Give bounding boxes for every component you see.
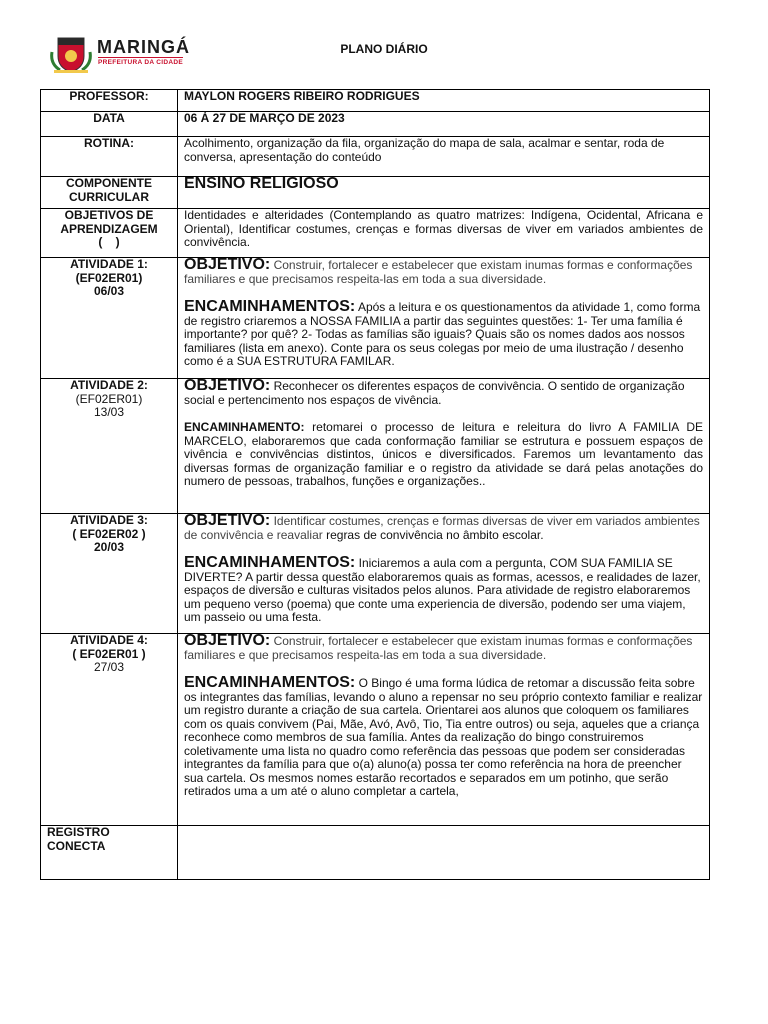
- atividade-4-content: [178, 634, 710, 826]
- atividade-1-objetivo-heading: OBJETIVO:: [184, 256, 271, 273]
- objetivos-label-cell: [41, 209, 178, 258]
- atividade-3-label-cell: [41, 514, 178, 634]
- rotina-value: Acolhimento, organização da fila, organização do mapa de sala, acalmar e sentar, roda de conversa, apresentação do conteúdo: [178, 137, 710, 177]
- atividade-3-date: 20/03: [93, 540, 125, 554]
- atividade-1-label: ATIVIDADE 1:: [70, 257, 148, 271]
- data-value: 06 À 27 DE MARÇO DE 2023: [178, 112, 710, 137]
- atividade-1-encaminhamentos-heading: ENCAMINHAMENTOS:: [184, 298, 356, 315]
- logo-wordmark: MARINGÁ: [97, 37, 190, 57]
- professor-value: MAYLON ROGERS RIBEIRO RODRIGUES: [178, 90, 710, 112]
- atividade-3-label: ATIVIDADE 3:: [70, 513, 148, 527]
- atividade-1-content: [178, 258, 710, 379]
- atividade-2-code: (EF02ER01): [75, 391, 143, 406]
- professor-row: [41, 90, 710, 112]
- atividade-3-objetivo-heading: OBJETIVO:: [184, 512, 271, 529]
- atividade-4-row: [41, 634, 710, 826]
- atividade-3-encaminhamentos-text: Iniciaremos a aula com a pergunta, COM SUA FAMILIA SE DIVERTE? A partir dessa questão elaboraremos quais as formas, acessos, e realidades de lazer, espaços de diversão e culturas visitados pelos alunos. Para atividade de registro elaboraremos um pequeno verso (poema) que conte uma experiencia de diversão, podendo ser uma viajem, um passeio ou uma festa.: [184, 556, 701, 624]
- atividade-2-objetivo-text: Reconhecer os diferentes espaços de convivência. O sentido de organização social e pertencimento nos espaços de vivência.: [184, 379, 685, 407]
- rotina-label: ROTINA:: [41, 137, 178, 177]
- atividade-2-date: 13/03: [93, 405, 125, 419]
- atividade-1-date: 06/03: [93, 284, 125, 298]
- atividade-1-label-cell: [41, 258, 178, 379]
- objetivos-paren: ( ): [98, 235, 120, 249]
- atividade-1-encaminhamentos-text: Após a leitura e os questionamentos da atividade 1, como forma de registro criaremos a NOSSA FAMILIA a partir das seguintes questões: 1- Ter uma família é importante? por quê? 2- Todas as famílias são iguais? Quais são os nomes dados aos nossos familiares (lista em anexo). Conte para os seus colegas por meio de uma ilustração / desenho como é a SUA ESTRUTURA FAMILAR.: [184, 300, 701, 368]
- atividade-3-objetivo-text: Identificar costumes, crenças e formas diversas de viver em variados ambientes de convivência e reavaliar: [184, 514, 700, 542]
- atividade-2-content: [178, 379, 710, 514]
- atividade-2-row: [41, 379, 710, 514]
- atividade-4-objetivo-heading: OBJETIVO:: [184, 632, 271, 649]
- plan-table: [40, 89, 710, 880]
- atividade-4-label: ATIVIDADE 4:: [70, 633, 148, 647]
- atividade-3-code: ( EF02ER02 ): [72, 526, 146, 541]
- atividade-3-row: [41, 514, 710, 634]
- atividade-2-encaminhamento-heading: ENCAMINHAMENTO:: [184, 420, 305, 434]
- objetivos-row: [41, 209, 710, 258]
- professor-label: PROFESSOR:: [41, 90, 178, 112]
- atividade-4-date: 27/03: [93, 660, 125, 674]
- page-title: PLANO DIÁRIO: [340, 42, 428, 56]
- atividade-3-objetivo-text-2: regras de convivência no âmbito escolar.: [326, 527, 544, 542]
- logo-subtitle: PREFEITURA DA CIDADE: [98, 59, 183, 66]
- data-label: DATA: [41, 112, 178, 137]
- data-row: [41, 112, 710, 137]
- atividade-4-encaminhamentos-heading: ENCAMINHAMENTOS:: [184, 674, 356, 691]
- componente-label: COMPONENTE CURRICULAR: [41, 177, 178, 209]
- atividade-3-content: [178, 514, 710, 634]
- atividade-2-objetivo-heading: OBJETIVO:: [184, 377, 271, 394]
- registro-label: REGISTRO CONECTA: [41, 826, 178, 880]
- registro-row: [41, 826, 710, 880]
- registro-value: [178, 826, 710, 880]
- atividade-1-row: [41, 258, 710, 379]
- atividade-4-code: ( EF02ER01 ): [72, 646, 146, 661]
- atividade-4-encaminhamentos-text: O Bingo é uma forma lúdica de retomar a discussão feita sobre os integrantes das famílias, levando o aluno a repensar no seu próprio contexto familiar e realizar um registro durante a criação de sua cartela. Orientarei aos alunos que coloquem os familiares com os quais convivem (Pai, Mãe, Avó, Avô, Tio, Tia entre outros) ou seja, aqueles que a criança reconhece como membros de sua família. Antes da realização do bingo construiremos coletivamente uma lista no quadro como referência das pessoas que podem ser consideradas integrantes da família para que o(a) aluno(a) possa ter como referência na hora de preencher sua cartela. Os mesmos nomes estarão recortados e separados em um potinho, que serão retirados uma a um até o aluno completar a cartela,: [184, 676, 703, 798]
- componente-value: ENSINO RELIGIOSO: [178, 177, 710, 209]
- atividade-1-code: (EF02ER01): [75, 270, 143, 285]
- atividade-2-label: ATIVIDADE 2:: [70, 378, 148, 392]
- objetivos-label: OBJETIVOS DE APRENDIZAGEM: [60, 208, 158, 236]
- componente-row: [41, 177, 710, 209]
- atividade-4-label-cell: [41, 634, 178, 826]
- atividade-1-objetivo-text: Construir, fortalecer e estabelecer que existam inumas formas e conformações familiares e que precisamos respeita-las em toda a sua diversidade.: [184, 258, 693, 286]
- atividade-2-encaminhamento-text: retomarei o processo de leitura e releitura do livro A FAMILIA DE MARCELO, elaboraremos que cada conformação familiar se estrutura e possuem espaços de vivência e convivências distintos, únicos e diversificados. Faremos um levantamento das diversas formas de organização familiar e o registro da atividade se dará pelas anotações do numero de pessoas, trabalhos, funções e organizações..: [184, 420, 703, 488]
- objetivos-value: Identidades e alteridades (Contemplando as quatro matrizes: Indígena, Ocidental, Africana e Oriental), Identificar costumes, crenças e formas diversas de viver em variados ambientes de convivência.: [178, 209, 710, 258]
- rotina-row: [41, 137, 710, 177]
- atividade-2-label-cell: [41, 379, 178, 514]
- atividade-4-objetivo-text: Construir, fortalecer e estabelecer que existam inumas formas e conformações familiares e que precisamos respeita-las em toda a sua diversidade.: [184, 634, 693, 662]
- atividade-3-encaminhamentos-heading: ENCAMINHAMENTOS:: [184, 554, 356, 571]
